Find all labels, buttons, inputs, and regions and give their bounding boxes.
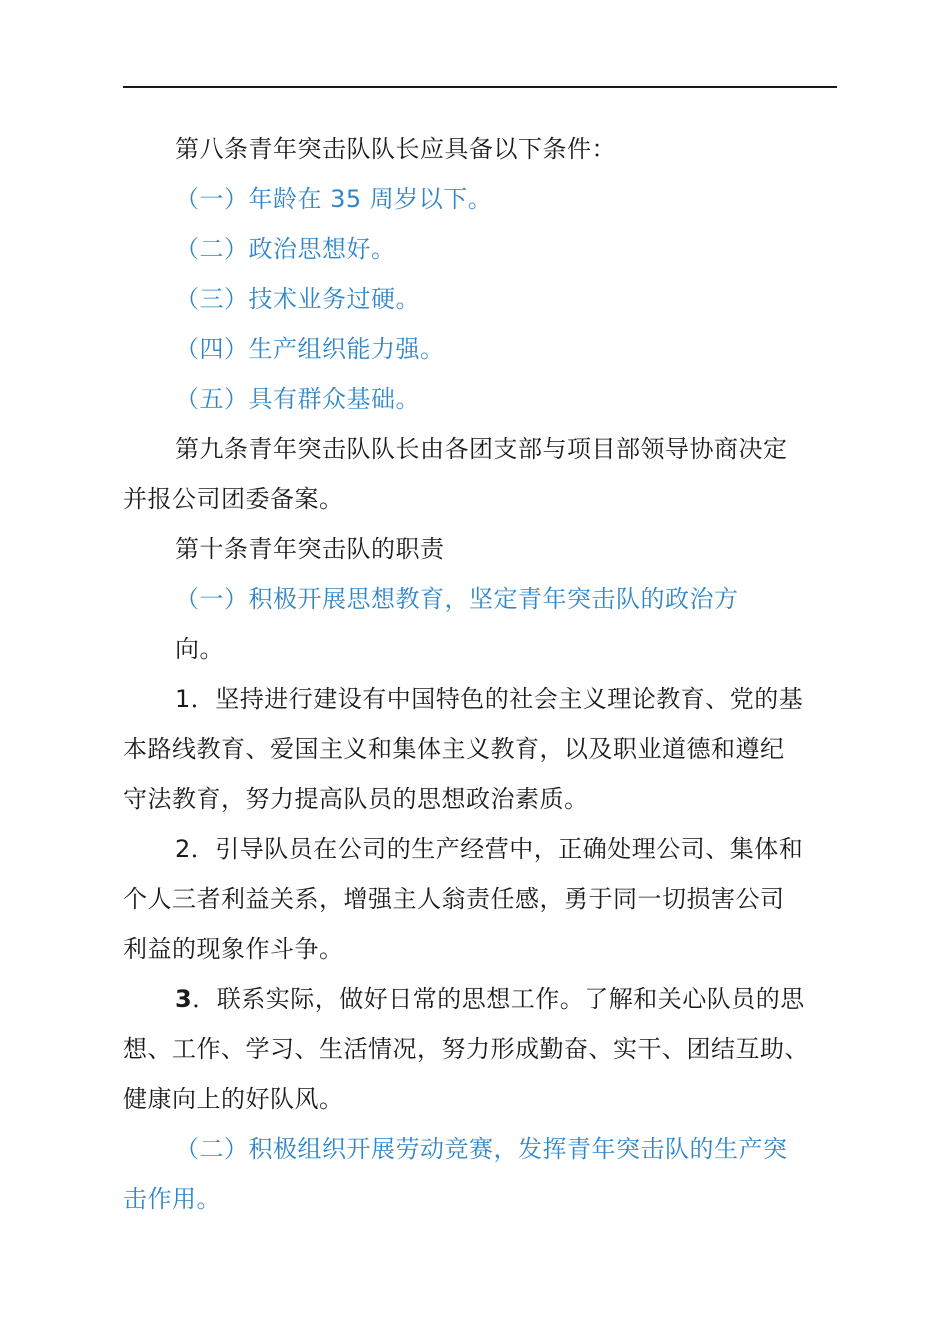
duty-1-heading-line-1: （一）积极开展思想教育，坚定青年突击队的政治方 xyxy=(175,585,739,613)
article-10-heading: 第十条青年突击队的职责 xyxy=(175,535,445,563)
article-8-heading: 第八条青年突击队队长应具备以下条件： xyxy=(175,135,616,163)
duty-1-point-3-line-3: 健康向上的好队风。 xyxy=(123,1085,344,1113)
point-3-text: ．联系实际，做好日常的思想工作。了解和关心队员的思 xyxy=(192,985,805,1013)
duty-1-point-1-line-3: 守法教育，努力提高队员的思想政治素质。 xyxy=(123,785,589,813)
duty-1-point-2-line-3: 利益的现象作斗争。 xyxy=(123,935,344,963)
duty-1-heading-line-2: 向。 xyxy=(175,635,224,663)
duty-1-point-2-line-1: 2．引导队员在公司的生产经营中，正确处理公司、集体和 xyxy=(175,835,804,863)
duty-1-point-1-line-1: 1．坚持进行建设有中国特色的社会主义理论教育、党的基 xyxy=(175,685,804,713)
header-rule xyxy=(123,86,837,88)
article-8-item-2: （二）政治思想好。 xyxy=(175,235,396,263)
point-3-number: 3 xyxy=(175,985,193,1013)
article-8-item-1: （一）年龄在 35 周岁以下。 xyxy=(175,185,493,213)
document-body xyxy=(123,124,843,1224)
article-8-item-4: （四）生产组织能力强。 xyxy=(175,335,445,363)
duty-1-point-3-line-2: 想、工作、学习、生活情况，努力形成勤奋、实干、团结互助、 xyxy=(123,1035,809,1063)
article-9-line-2: 并报公司团委备案。 xyxy=(123,485,344,513)
duty-1-point-1-line-2: 本路线教育、爱国主义和集体主义教育，以及职业道德和遵纪 xyxy=(123,735,785,763)
article-9-line-1: 第九条青年突击队队长由各团支部与项目部领导协商决定 xyxy=(175,435,788,463)
duty-2-heading-line-1: （二）积极组织开展劳动竞赛，发挥青年突击队的生产突 xyxy=(175,1135,788,1163)
duty-1-point-3-line-1 xyxy=(123,974,843,1024)
article-8-item-3: （三）技术业务过硬。 xyxy=(175,285,420,313)
duty-2-heading-line-2: 击作用。 xyxy=(123,1185,221,1213)
article-8-item-5: （五）具有群众基础。 xyxy=(175,385,420,413)
duty-1-point-2-line-2: 个人三者利益关系，增强主人翁责任感，勇于同一切损害公司 xyxy=(123,885,785,913)
